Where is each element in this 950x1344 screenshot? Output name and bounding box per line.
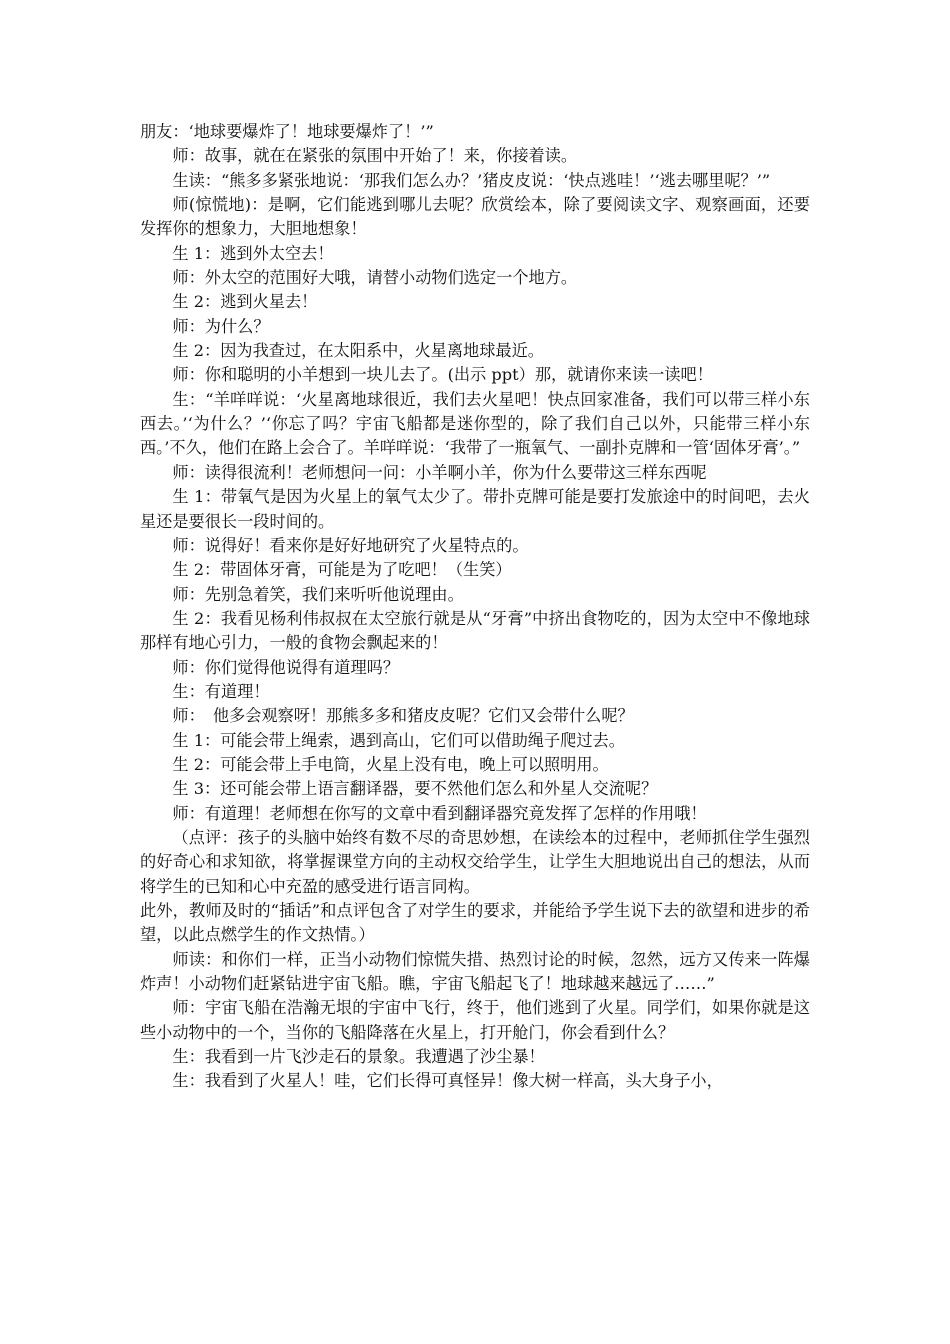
paragraph: 生：我看到一片飞沙走石的景象。我遭遇了沙尘暴！ [172,1047,545,1067]
paragraph: 师：读得很流利！老师想问一问：小羊啊小羊，你为什么要带这三样东西呢 [172,462,707,482]
paragraph: （点评：孩子的头脑中始终有数不尽的奇思妙想，在读绘本的过程中，老师抓住学生强烈的好奇心和求知欲，将掌握课堂方向的主动权交给学生，让学生大胆地说出自己的想法，从而将学生的已知和心中充盈的感受进行语言同构。 [140,827,810,896]
paragraph: 师：有道理！老师想在你写的文章中看到翻译器究竟发挥了怎样的作用哦！ [172,803,707,823]
paragraph: 朋友：‘地球要爆炸了！地球要爆炸了！’” [140,122,434,141]
paragraph: 师：宇宙飞船在浩瀚无垠的宇宙中飞行，终于，他们逃到了火星。同学们，如果你就是这些小动物中的一个，当你的飞船降落在火星上，打开舱门，你会看到什么？ [140,998,810,1042]
paragraph: 生 2：我看见杨利伟叔叔在太空旅行就是从“牙膏”中挤出食物吃的，因为太空中不像地球那样有地心引力，一般的食物会飘起来的！ [140,608,810,653]
paragraph: 师：外太空的范围好大哦，请替小动物们选定一个地方。 [172,268,578,288]
paragraph: 师(惊慌地)：是啊，它们能逃到哪儿去呢？欣赏绘本，除了要阅读文字、观察画面，还要发挥你的想象力，大胆地想象！ [140,195,810,239]
paragraph: 生：有道理！ [172,681,270,701]
paragraph: 生：我看到了火星人！哇，它们长得可真怪异！像大树一样高，头大身子小， [172,1071,723,1091]
paragraph: 生读：“熊多多紧张地说：‘那我们怎么办？’猪皮皮说：‘快点逃哇！’‘逃去哪里呢？’” [172,170,771,190]
paragraph: 师： 他多会观察呀！那熊多多和猪皮皮呢？它们又会带什么呢？ [172,706,634,726]
paragraph: 生 3：还可能会带上语言翻译器，要不然他们怎么和外星人交流呢？ [172,779,658,799]
paragraph: 师：你和聪明的小羊想到一块儿去了。(出示 ppt）那，就请你来读一读吧！ [172,365,713,385]
paragraph: 师读：和你们一样，正当小动物们惊慌失措、热烈讨论的时候，忽然，远方又传来一阵爆炸声！小动物们赶紧钻进宇宙飞船。瞧，宇宙飞船起飞了！地球越来越远了……” [140,949,810,994]
paragraph: 生 1：可能会带上绳索，遇到高山，它们可以借助绳子爬过去。 [172,730,625,750]
paragraph: 生 2：带固体牙膏，可能是为了吃吧！（生笑） [172,560,512,580]
paragraph: 师：故事，就在在紧张的氛围中开始了！来，你接着读。 [172,146,578,166]
paragraph: 生 2：可能会带上手电筒，火星上没有电，晚上可以照明用。 [172,754,609,774]
paragraph: 生 1：逃到外太空去！ [172,243,334,263]
paragraph: 师：先别急着笑，我们来听听他说理由。 [172,584,464,604]
paragraph: 生 1：带氧气是因为火星上的氧气太少了。带扑克牌可能是要打发旅途中的时间吧，去火星还是要很长一段时间的。 [140,487,810,531]
paragraph: 生：“羊咩咩说：‘火星离地球很近，我们去火星吧！快点回家准备，我们可以带三样小东西去。’‘为什么？’‘你忘了吗？宇宙飞船都是迷你型的，除了我们自己以外，只能带三样小东西。’不久，他们在路上会合了。羊咩咩说：‘我带了一瓶氧气、一副扑克牌和一管‘固体牙膏’。” [140,389,810,458]
paragraph: 此外，教师及时的“插话”和点评包含了对学生的要求，并能给予学生说下去的欲望和进步的希望，以此点燃学生的作文热情。） [140,901,810,945]
paragraph: 生 2：逃到火星去！ [172,292,318,312]
paragraph: 师：你们觉得他说得有道理吗？ [172,657,400,677]
paragraph: 师：为什么？ [172,316,270,336]
paragraph: 生 2：因为我查过，在太阳系中，火星离地球最近。 [172,341,544,361]
document-page [140,120,810,1094]
paragraph: 师：说得好！看来你是好好地研究了火星特点的。 [172,535,529,555]
